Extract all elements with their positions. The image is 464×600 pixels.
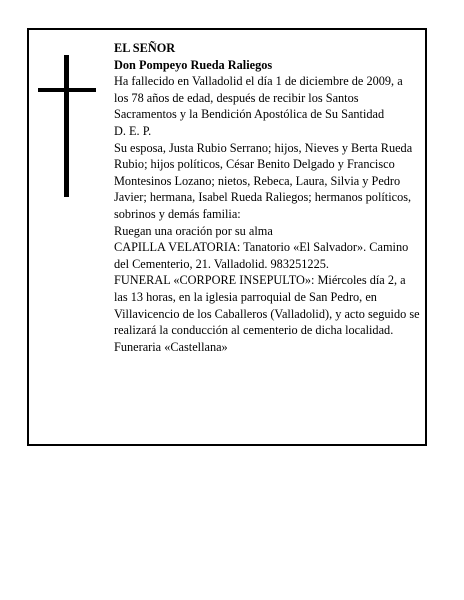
death-announcement: Ha fallecido en Valladolid el día 1 de diciembre de 2009, a los 78 años de edad, después de recibir los Santos Sacramentos y la Bendición Apostólica de Su Santidad: [114, 74, 403, 122]
funeral-home: Funeraria «Castellana»: [114, 339, 228, 354]
rip-text: D. E. P.: [114, 123, 152, 138]
obituary-text: [114, 40, 420, 355]
cross-vertical-bar: [64, 55, 69, 197]
heading: EL SEÑOR: [114, 41, 176, 55]
chapel-info: CAPILLA VELATORIA: Tanatorio «El Salvador». Camino del Cementerio, 21. Valladolid. 983251225.: [114, 240, 409, 271]
prayer-request: Ruegan una oración por su alma: [114, 223, 273, 238]
cross-horizontal-bar: [38, 88, 96, 92]
deceased-name: Don Pompeyo Rueda Raliegos: [114, 57, 273, 72]
funeral-info: FUNERAL «CORPORE INSEPULTO»: Miércoles día 2, a las 13 horas, en la iglesia parroquial de San Pedro, en Villavicencio de los Caballeros (Valladolid), y acto seguido se realizará la conducción al cementerio de dicha localidad.: [114, 273, 420, 338]
family-list: Su esposa, Justa Rubio Serrano; hijos, Nieves y Berta Rueda Rubio; hijos políticos, César Benito Delgado y Francisco Montesinos Lozano; nietos, Rebeca, Laura, Silvia y Pedro Javier; hermana, Isabel Rueda Raliegos; hermanos políticos, sobrinos y demás familia:: [114, 140, 413, 221]
